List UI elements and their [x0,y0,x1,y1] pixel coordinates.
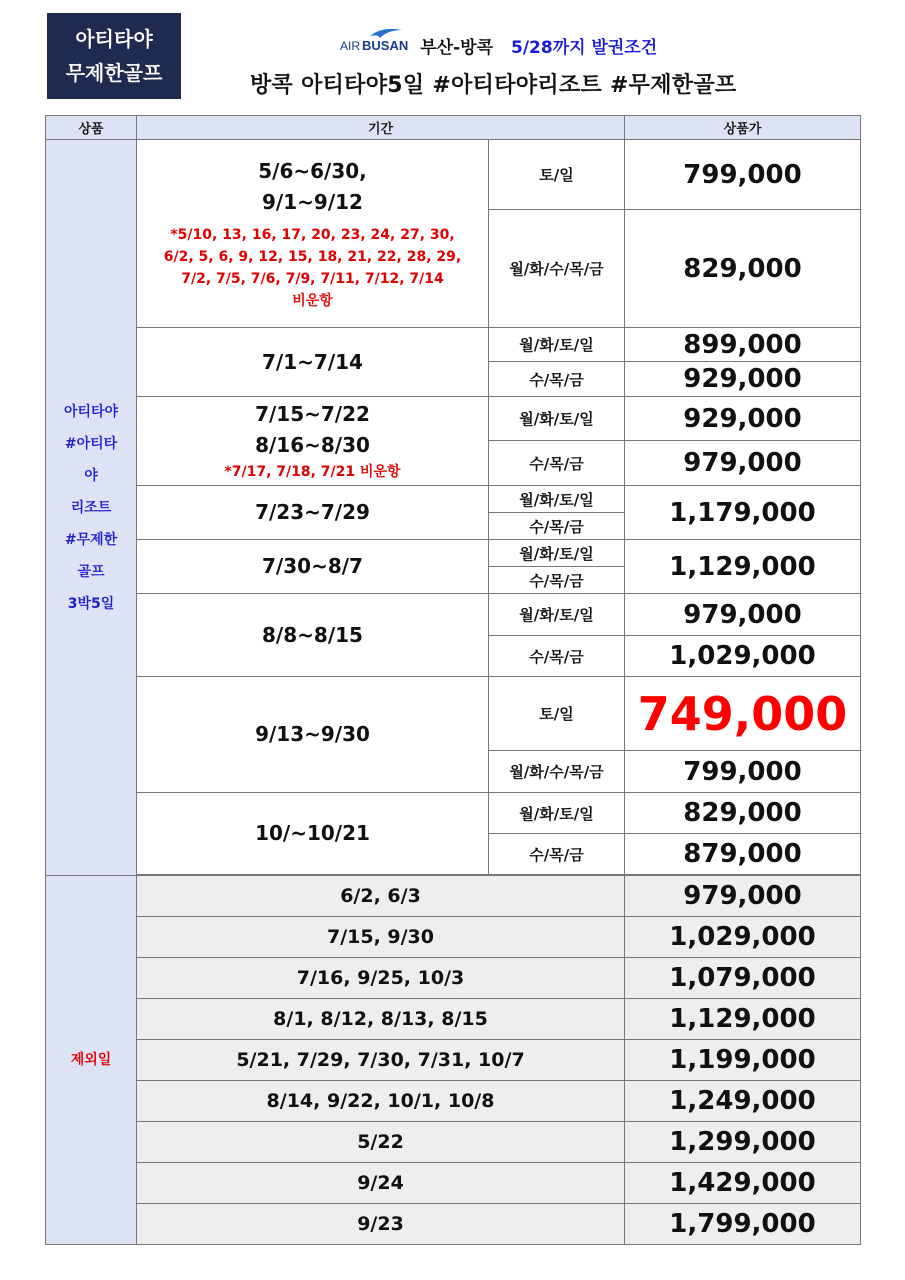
period-text: 5/6~6/30, [258,158,367,183]
period-text: 9/13~9/30 [255,722,370,746]
period-text: 7/1~7/14 [262,349,363,374]
period-text: 7/30~8/7 [262,554,363,578]
price-cell: 929,000 [625,397,861,441]
period-cell [137,486,489,540]
price-cell: 1,129,000 [625,540,861,594]
category-excluded: 제외일 [46,876,137,1245]
period-note: 7/2, 7/5, 7/6, 7/9, 7/11, 7/12, 7/14 [181,270,444,287]
period-cell [137,140,489,328]
price-cell: 899,000 [625,328,861,362]
days-cell: 수/목/금 [489,567,625,594]
period-note: *5/10, 13, 16, 17, 20, 23, 24, 27, 30, [170,226,455,243]
badge-line1: 아티타야 [75,27,153,51]
period-note: 비운항 [292,292,333,309]
period-cell [137,397,489,486]
price-table [45,115,861,1245]
header-line [340,30,657,60]
period-cell [137,540,489,594]
period-cell [137,677,489,793]
excluded-price: 1,199,000 [625,1040,861,1081]
days-cell: 월/화/토/일 [489,540,625,567]
period-note: *7/17, 7/18, 7/21 비운항 [224,464,401,480]
days-cell: 토/일 [489,677,625,751]
excluded-dates: 6/2, 6/3 [137,876,625,917]
days-cell: 수/목/금 [489,636,625,677]
period-text: 8/8~8/15 [262,622,363,647]
period-text: 7/23~7/29 [255,500,370,524]
period-cell [137,594,489,677]
excluded-dates: 9/24 [137,1163,625,1204]
excluded-price: 1,299,000 [625,1122,861,1163]
category-line: 리조트 [70,499,112,516]
excluded-price: 1,429,000 [625,1163,861,1204]
page-title: 방콕 아티타야5일 #아티타야리조트 #무제한골프 [250,73,737,98]
excluded-dates: 5/22 [137,1122,625,1163]
price-cell: 799,000 [625,140,861,210]
price-cell: 1,029,000 [625,636,861,677]
days-cell: 월/화/토/일 [489,793,625,834]
header-period: 기간 [137,116,625,140]
days-cell: 수/목/금 [489,513,625,540]
excluded-price: 1,799,000 [625,1204,861,1245]
price-cell: 979,000 [625,594,861,636]
period-text: 10/~10/21 [255,821,370,845]
days-cell: 수/목/금 [489,362,625,397]
price-cell: 799,000 [625,751,861,793]
badge-line2: 무제한골프 [65,61,163,85]
days-cell: 월/화/토/일 [489,397,625,441]
days-cell: 토/일 [489,140,625,210]
price-cell: 979,000 [625,441,861,486]
period-text: 9/1~9/12 [262,189,363,214]
excluded-price: 1,249,000 [625,1081,861,1122]
highlight-price: 749,000 [625,677,861,751]
days-cell: 수/목/금 [489,441,625,486]
days-cell: 월/화/수/목/금 [489,751,625,793]
days-cell: 월/화/토/일 [489,594,625,636]
excluded-price: 1,079,000 [625,958,861,999]
price-cell: 879,000 [625,834,861,875]
ticketing-condition: 5/28까지 발권조건 [511,37,658,58]
excluded-dates: 9/23 [137,1204,625,1245]
excluded-dates: 5/21, 7/29, 7/30, 7/31, 10/7 [137,1040,625,1081]
period-cell [137,793,489,875]
price-cell: 829,000 [625,793,861,834]
days-cell: 수/목/금 [489,834,625,875]
excluded-dates: 7/15, 9/30 [137,917,625,958]
days-cell: 월/화/토/일 [489,328,625,362]
category-line: 골프 [77,563,105,580]
header-product: 상품 [46,116,137,140]
category-line: #무제한 [64,531,118,548]
period-text: 7/15~7/22 [255,402,370,426]
excluded-dates: 8/1, 8/12, 8/13, 8/15 [137,999,625,1040]
header-price: 상품가 [625,116,861,140]
price-cell: 929,000 [625,362,861,397]
logo-air: AIR [340,38,361,53]
title-badge [47,13,181,99]
excluded-price: 1,129,000 [625,999,861,1040]
category-line: 아티타야 [63,403,119,420]
excluded-price: 979,000 [625,876,861,917]
category-line: #아티타 [64,435,118,452]
period-text: 8/16~8/30 [255,433,370,457]
days-cell: 월/화/수/목/금 [489,210,625,328]
bird-icon [368,26,404,40]
excluded-dates: 8/14, 9/22, 10/1, 10/8 [137,1081,625,1122]
airbusan-logo [340,38,408,53]
route-text: 부산-방콕 [420,37,493,58]
excluded-dates: 7/16, 9/25, 10/3 [137,958,625,999]
category-line: 야 [84,467,98,484]
category-line: 3박5일 [67,595,115,612]
excluded-price: 1,029,000 [625,917,861,958]
period-note: 6/2, 5, 6, 9, 12, 15, 18, 21, 22, 28, 29, [163,248,462,265]
period-cell [137,328,489,397]
price-cell: 829,000 [625,210,861,328]
days-cell: 월/화/토/일 [489,486,625,513]
category-main [46,140,137,876]
price-cell: 1,179,000 [625,486,861,540]
logo-busan: BUSAN [362,37,409,53]
